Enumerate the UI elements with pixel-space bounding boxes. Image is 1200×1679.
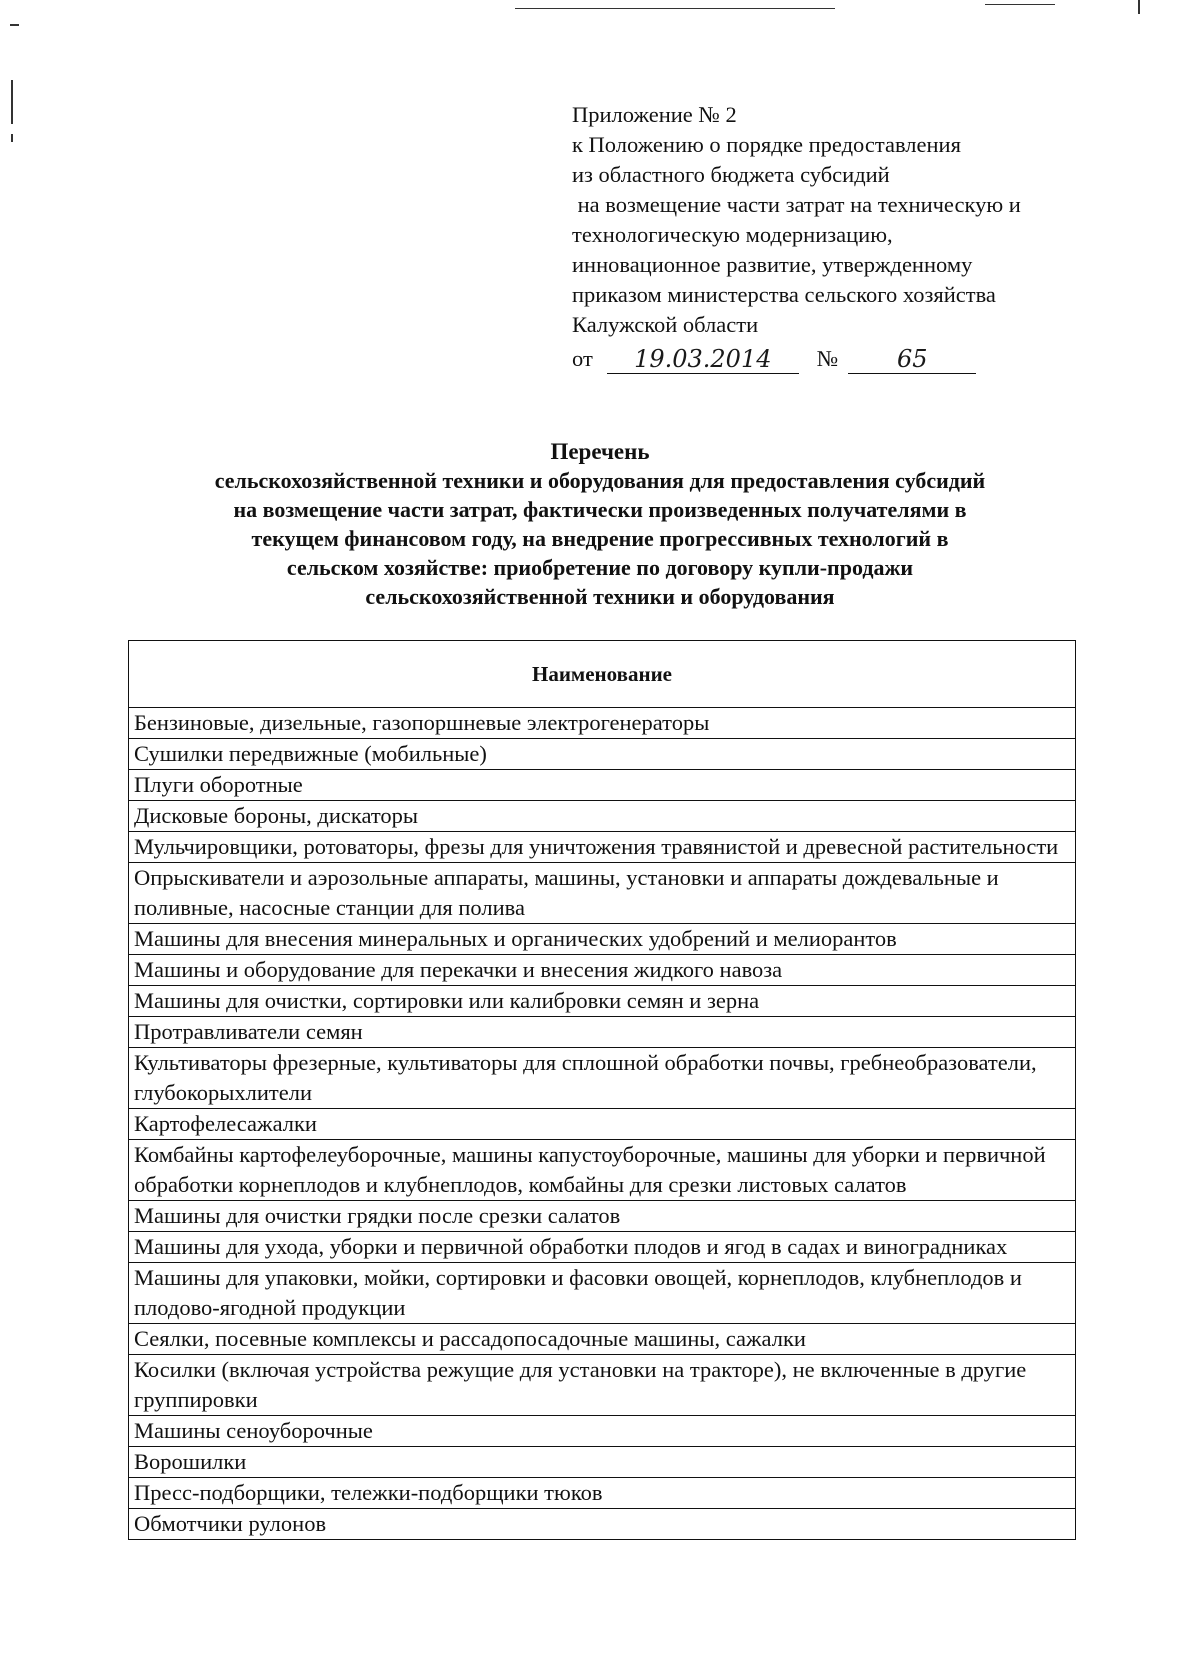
scan-artifact (10, 24, 19, 26)
heading-title: Перечень (550, 439, 650, 464)
table-row (129, 1048, 1076, 1109)
table-cell: Машины для ухода, уборки и первичной обработки плодов и ягод в садах и виноградниках (129, 1232, 1076, 1263)
table-cell: Машины и оборудование для перекачки и внесения жидкого навоза (129, 955, 1076, 986)
document-heading (100, 437, 1100, 611)
table-row (129, 1109, 1076, 1140)
table-cell: Машины для внесения минеральных и органических удобрений и мелиорантов (129, 924, 1076, 955)
heading-line: сельскохозяйственной техники и оборудования для предоставления субсидий (214, 468, 986, 493)
table-row (129, 1478, 1076, 1509)
table-row (129, 1263, 1076, 1324)
scan-artifact (985, 4, 1055, 5)
table-row (129, 1416, 1076, 1447)
table-row (129, 924, 1076, 955)
table-row (129, 1232, 1076, 1263)
table-row (129, 863, 1076, 924)
table-cell: Картофелесажалки (129, 1109, 1076, 1140)
order-date-row (572, 340, 1132, 374)
appendix-line: технологическую модернизацию, (572, 222, 893, 247)
table-cell: Машины сеноуборочные (129, 1416, 1076, 1447)
scan-artifact (11, 80, 13, 124)
appendix-line: инновационное развитие, утвержденному (572, 252, 973, 277)
scan-artifact (1138, 0, 1140, 14)
table-cell: Машины для очистки грядки после срезки салатов (129, 1201, 1076, 1232)
appendix-line: Калужской области (572, 312, 759, 337)
table-cell: Плуги оборотные (129, 770, 1076, 801)
table-row (129, 708, 1076, 739)
table-row (129, 1201, 1076, 1232)
table-row (129, 832, 1076, 863)
scan-artifact (515, 8, 835, 9)
table-cell: Машины для очистки, сортировки или калибровки семян и зерна (129, 986, 1076, 1017)
table-row (129, 1447, 1076, 1478)
heading-line: текущем финансовом году, на внедрение прогрессивных технологий в (251, 526, 949, 551)
table-cell: Мульчировщики, ротоваторы, фрезы для уничтожения травянистой и древесной растительности (129, 832, 1076, 863)
table-cell: Бензиновые, дизельные, газопоршневые электрогенераторы (129, 708, 1076, 739)
scan-artifact (11, 134, 13, 142)
appendix-line: Приложение № 2 (572, 102, 737, 127)
equipment-table (128, 640, 1076, 1540)
appendix-line: из областного бюджета субсидий (572, 162, 890, 187)
table-cell: Пресс-подборщики, тележки-подборщики тюков (129, 1478, 1076, 1509)
table-header-row (129, 641, 1076, 708)
table-cell: Сеялки, посевные комплексы и рассадопосадочные машины, сажалки (129, 1324, 1076, 1355)
table-row (129, 1355, 1076, 1416)
table-cell: Протравливатели семян (129, 1017, 1076, 1048)
table-row (129, 1509, 1076, 1540)
appendix-line: к Положению о порядке предоставления (572, 132, 961, 157)
table-row (129, 1324, 1076, 1355)
table-cell: Обмотчики рулонов (129, 1509, 1076, 1540)
table-cell: Ворошилки (129, 1447, 1076, 1478)
appendix-block (572, 100, 1132, 374)
table-cell: Дисковые бороны, дискаторы (129, 801, 1076, 832)
heading-line: сельскохозяйственной техники и оборудования (365, 584, 835, 609)
date-prefix: от (572, 346, 593, 371)
table-row (129, 1017, 1076, 1048)
column-header: Наименование (129, 641, 1076, 708)
table-cell: Опрыскиватели и аэрозольные аппараты, машины, установки и аппараты дождевальные и поливные, насосные станции для полива (129, 863, 1076, 924)
appendix-line: приказом министерства сельского хозяйства (572, 282, 996, 307)
table-cell: Сушилки передвижные (мобильные) (129, 739, 1076, 770)
heading-line: на возмещение части затрат, фактически произведенных получателями в (233, 497, 967, 522)
handwritten-number: 65 (848, 345, 976, 374)
handwritten-date: 19.03.2014 (607, 345, 799, 374)
table-row (129, 739, 1076, 770)
table-cell: Комбайны картофелеуборочные, машины капустоуборочные, машины для уборки и первичной обработки корнеплодов и клубнеплодов, комбайны для срезки листовых салатов (129, 1140, 1076, 1201)
number-sign: № (816, 346, 839, 371)
table-row (129, 801, 1076, 832)
heading-line: сельском хозяйстве: приобретение по договору купли-продажи (286, 555, 914, 580)
appendix-line: на возмещение части затрат на техническую и (572, 192, 1021, 217)
table-row (129, 955, 1076, 986)
table-cell: Машины для упаковки, мойки, сортировки и фасовки овощей, корнеплодов, клубнеплодов и плодово-ягодной продукции (129, 1263, 1076, 1324)
table-row (129, 770, 1076, 801)
table-row (129, 986, 1076, 1017)
table-cell: Косилки (включая устройства режущие для установки на тракторе), не включенные в другие группировки (129, 1355, 1076, 1416)
table-cell: Культиваторы фрезерные, культиваторы для сплошной обработки почвы, гребнеобразователи, глубокорыхлители (129, 1048, 1076, 1109)
table-row (129, 1140, 1076, 1201)
